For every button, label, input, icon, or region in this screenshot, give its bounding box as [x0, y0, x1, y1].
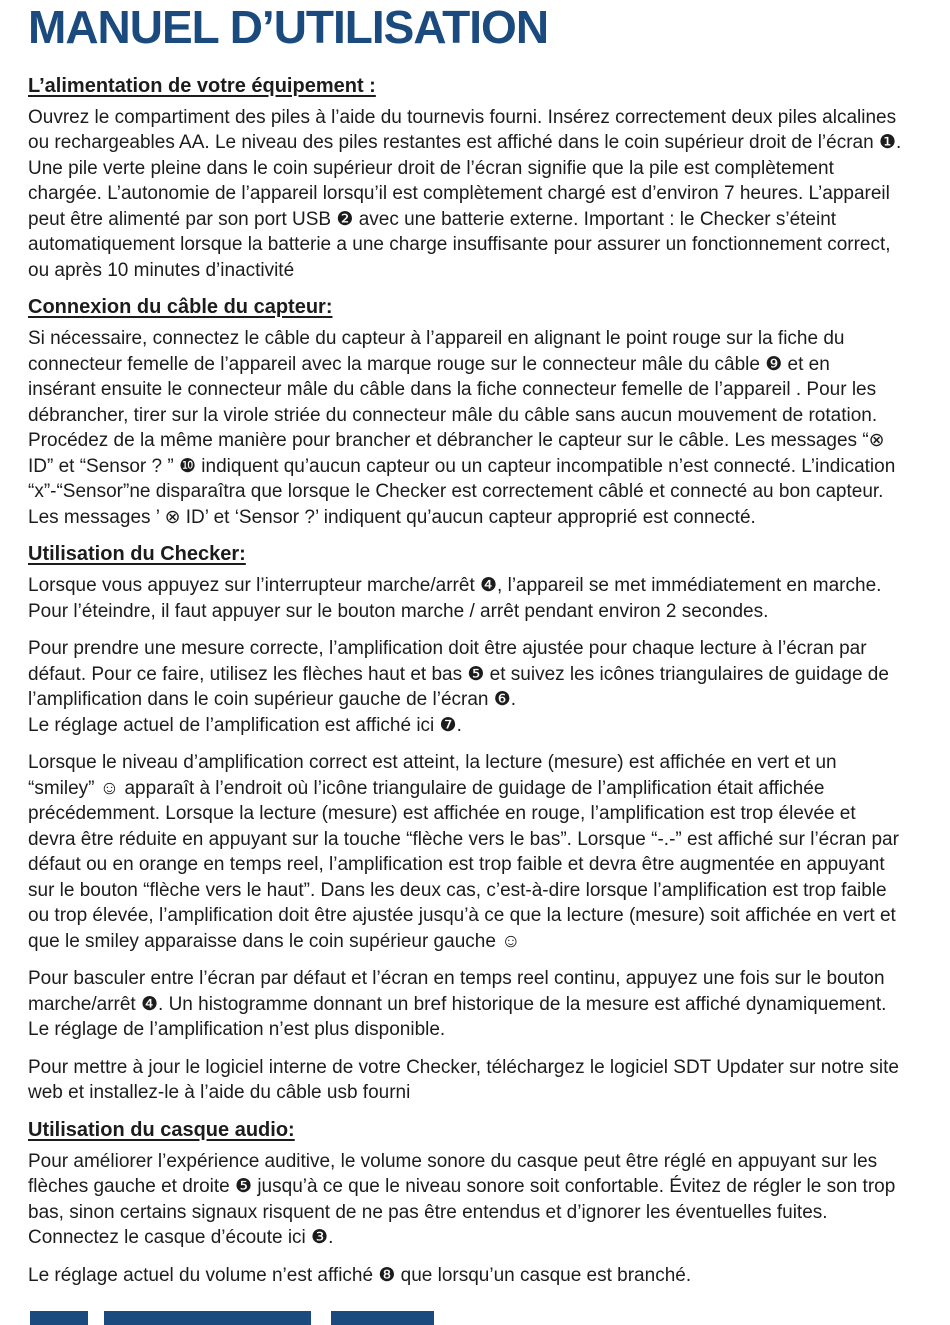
paragraph-volume-casque: Pour améliorer l’expérience auditive, le volume sonore du casque peut être réglé en appuyant sur les flèches gauche et droite ❺ jusqu’à ce que le niveau sonore soit confortable. Évitez de régler le son trop bas, sinon certains signaux risquent de ne pas être entendus et d’ignorer les éventuelles fuites. Connectez le casque d’écoute ici ❸. [28, 1150, 896, 1249]
paragraph-niveau-amplification: Lorsque le niveau d’amplification correct est atteint, la lecture (mesure) est affichée en vert et un “smiley” ☺ apparaît à l’endroit où l’icône triangulaire de guidage de l’amplification était affichée précédemment. Lorsque la lecture (mesure) est affichée en rouge, l’amplification est trop élevée et devra être réduite en appuyant sur la touche “flèche vers le bas”. Lorsque “-.-” est affiché sur l’écran par défaut ou en orange en temps reel, l’amplification est trop faible et devra être augmentée en appuyant sur le bouton “flèche vers le haut”. Dans les deux cas, c’est-à-dire lorsque l’amplification est trop faible ou trop élevée, l’amplification doit être ajustée jusqu’à ce que la lecture (mesure) soit affichée en vert et que le smiley apparaisse dans le coin supérieur gauche ☺ [28, 752, 899, 952]
paragraph-marche-arret: Lorsque vous appuyez sur l’interrupteur marche/arrêt ❹, l’appareil se met immédiatement en marche. Pour l’éteindre, il faut appuyer sur le bouton marche / arrêt pendant environ 2 secondes. [28, 575, 882, 622]
paragraph-reglage-volume: Le réglage actuel du volume n’est affiché ❽ que lorsqu’un casque est branché. [28, 1264, 692, 1286]
paragraph-amplification: Pour prendre une mesure correcte, l’amplification doit être ajustée pour chaque lecture à l’écran par défaut. Pour ce faire, utilisez les flèches haut et bas ❺ et suivez les icônes triangulaires de guidage de l’amplification dans le coin supérieur gauche de l’écran ❻. [28, 638, 889, 711]
paragraph-reglage-amplification: Le réglage actuel de l’amplification est affiché ici ❼. [28, 714, 462, 736]
paragraph-alimentation: Ouvrez le compartiment des piles à l’aide du tournevis fourni. Insérez correctement deux piles alcalines ou rechargeables AA. Le niveau des piles restantes est affiché dans le coin supérieur droit de l’écran ❶. Une pile verte pleine dans le coin supérieur droit de l’écran signifie que la pile est complètement chargée. L’autonomie de l’appareil lorsqu’il est complètement chargé est d’environ 7 heures. L’appareil peut être alimenté par son port USB ❷ avec une batterie externe. Important : le Checker s’éteint automatiquement lorsque la batterie a une charge insuffisante pour assurer un fonctionnement correct, ou après 10 minutes d’inactivité [28, 106, 902, 281]
section-heading-alimentation: L’alimentation de votre équipement : [28, 74, 376, 97]
footer-bar-fragment [104, 1311, 311, 1325]
footer-bar-fragment [30, 1311, 88, 1325]
page-title: MANUEL D’UTILISATION [28, 1, 549, 53]
section-heading-utilisation-checker: Utilisation du Checker: [28, 543, 246, 566]
section-heading-casque-audio: Utilisation du casque audio: [28, 1118, 295, 1141]
paragraph-basculer-ecran: Pour basculer entre l’écran par défaut et l’écran en temps reel continu, appuyez une fois sur le bouton marche/arrêt ❹. Un histogramme donnant un bref historique de la mesure est affiché dynamiquement. Le réglage de l’amplification n’est plus disponible. [28, 968, 887, 1041]
section-connexion-cable [28, 296, 902, 530]
paragraph-mise-a-jour-logiciel: Pour mettre à jour le logiciel interne de votre Checker, téléchargez le logiciel SDT Updater sur notre site web et installez-le à l’aide du câble usb fourni [28, 1056, 899, 1104]
section-utilisation-checker [28, 543, 902, 1106]
paragraph-connexion-cable: Si nécessaire, connectez le câble du capteur à l’appareil en alignant le point rouge sur la fiche du connecteur femelle de l’appareil avec la marque rouge sur le connecteur mâle du câble ❾ et en insérant ensuite le connecteur mâle du câble dans la fiche connecteur femelle de l’appareil . Pour les débrancher, tirer sur la virole striée du connecteur mâle du câble sans aucun mouvement de rotation. Procédez de la même manière pour brancher et débrancher le capteur sur le câble. Les messages “⊗ ID” et “Sensor ? ” ❿ indiquent qu’aucun capteur ou un capteur incompatible n’est connecté. L’indication “x”-“Sensor”ne disparaîtra que lorsque le Checker est correctement câblé et connecté au bon capteur. Les messages ’ ⊗ ID’ et ‘Sensor ?’ indiquent qu’aucun capteur approprié est connecté. [28, 328, 896, 528]
section-alimentation [28, 75, 902, 284]
footer-bar-fragment [331, 1311, 434, 1325]
section-heading-connexion-cable: Connexion du câble du capteur: [28, 296, 333, 319]
section-casque-audio [28, 1119, 902, 1289]
footer-bars [0, 1311, 950, 1325]
